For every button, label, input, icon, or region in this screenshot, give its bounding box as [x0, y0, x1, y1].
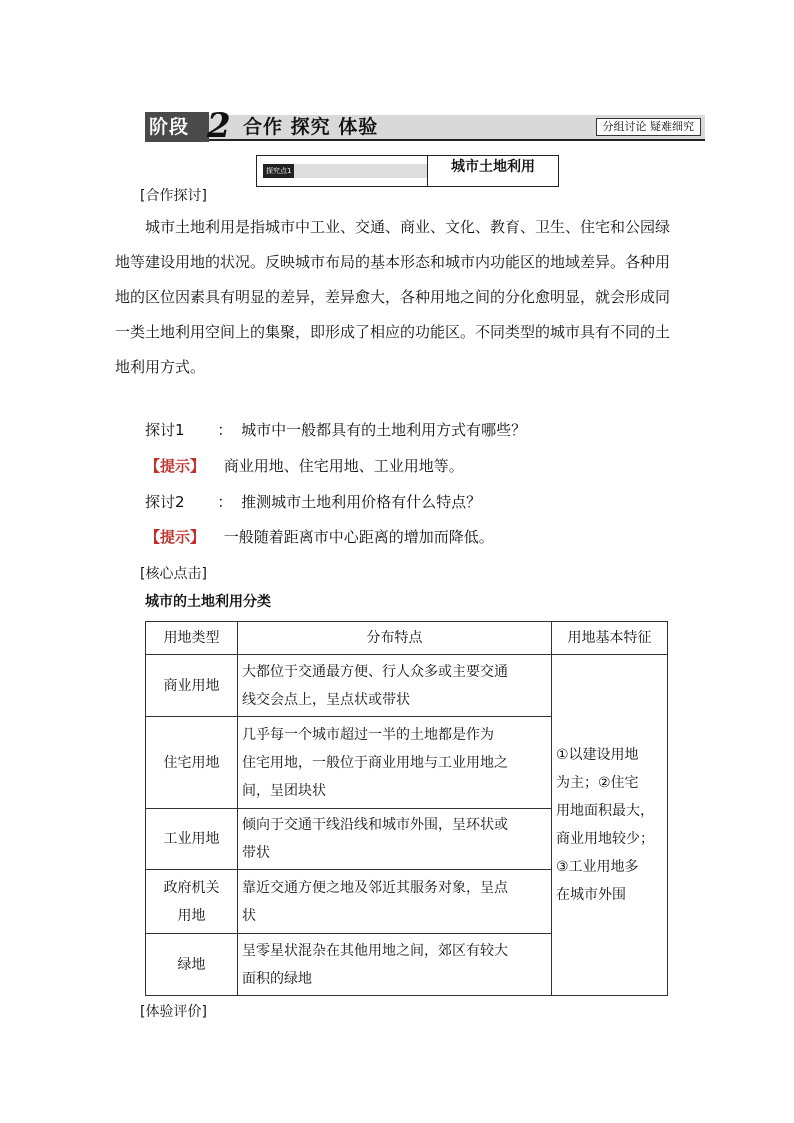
- distribution-line: 大都位于交通最方便、行人众多或主要交通: [242, 663, 508, 680]
- distribution-cell: [238, 655, 552, 717]
- section-eval: [体验评价]: [140, 1004, 207, 1020]
- land-type: 绿地: [146, 934, 238, 996]
- distribution-line: 线交会点上，呈点状或带状: [242, 691, 410, 708]
- land-type: [146, 870, 238, 934]
- feature-line: 用地面积最大，: [556, 803, 654, 819]
- land-type: 住宅用地: [146, 717, 238, 809]
- table-title: 城市的土地利用分类: [145, 594, 271, 610]
- explore-point-box: [256, 155, 559, 187]
- distribution-line: 靠近交通方便之地及邻近其服务对象，呈点: [242, 879, 508, 896]
- feature-line: 为主；②住宅: [556, 775, 639, 791]
- discussion-1: [145, 420, 526, 440]
- land-type: 商业用地: [146, 655, 238, 717]
- hint-1: [145, 456, 464, 476]
- stage-number: 2: [207, 106, 231, 146]
- stage-title: 合作 探究 体验: [243, 116, 379, 138]
- intro-paragraph: [115, 210, 705, 385]
- table-header: 用地基本特征: [552, 622, 668, 655]
- land-type: 工业用地: [146, 809, 238, 870]
- hint-text: 一般随着距离市中心距离的增加而降低。: [223, 528, 494, 546]
- hint-2: [145, 527, 494, 547]
- hint-text: 商业用地、住宅用地、工业用地等。: [223, 457, 464, 475]
- intro-line: 一类土地利用空间上的集聚，即形成了相应的功能区。不同类型的城市具有不同的土: [115, 323, 671, 341]
- stage-label: 阶段: [145, 112, 209, 142]
- explore-tag: 探究点1: [263, 164, 294, 178]
- land-use-table: [145, 621, 668, 996]
- intro-line: 城市土地利用是指城市中工业、交通、商业、文化、教育、卫生、住宅和公园绿: [145, 218, 671, 236]
- hint-label: 【提示】: [145, 457, 206, 475]
- stage-banner: [145, 106, 705, 146]
- feature-line: 商业用地较少；: [556, 831, 654, 847]
- distribution-line: 呈零星状混杂在其他用地之间，郊区有较大: [242, 942, 508, 959]
- distribution-line: 状: [242, 907, 256, 924]
- feature-line: ①以建设用地: [556, 747, 639, 763]
- discussion-2: [145, 492, 481, 512]
- discussion-sep: ：: [217, 493, 233, 511]
- intro-line: 地利用方式。: [115, 358, 206, 376]
- distribution-cell: [238, 870, 552, 934]
- distribution-line: 面积的绿地: [242, 970, 312, 987]
- distribution-line: 倾向于交通干线沿线和城市外围，呈环状或: [242, 817, 508, 833]
- table-row: [146, 655, 668, 717]
- hint-label: 【提示】: [145, 528, 206, 546]
- distribution-cell: [238, 934, 552, 996]
- distribution-line: 带状: [242, 845, 270, 861]
- table-header-row: [146, 622, 668, 655]
- explore-tag-bar: [263, 164, 427, 178]
- discussion-sep: ：: [217, 421, 233, 439]
- distribution-line: 几乎每一个城市超过一半的土地都是作为: [242, 726, 494, 743]
- section-core: [核心点击]: [140, 566, 207, 582]
- feature-line: 在城市外围: [556, 887, 626, 903]
- intro-line: 地的区位因素具有明显的差异，差异愈大，各种用地之间的分化愈明显，就会形成同: [115, 288, 671, 306]
- discussion-label: 探讨1: [145, 421, 185, 439]
- table-header: 用地类型: [146, 622, 238, 655]
- discussion-question: 推测城市土地利用价格有什么特点？: [241, 493, 482, 511]
- intro-line: 地等建设用地的状况。反映城市布局的基本形态和城市内功能区的地域差异。各种用: [115, 253, 671, 271]
- discussion-label: 探讨2: [145, 493, 185, 511]
- section-cooperate: [合作探讨]: [140, 188, 207, 204]
- table-header: 分布特点: [238, 622, 552, 655]
- discussion-question: 城市中一般都具有的土地利用方式有哪些？: [241, 421, 527, 439]
- basic-features-cell: [552, 655, 668, 996]
- feature-line: ③工业用地多: [556, 859, 639, 875]
- stage-right-tag: 分组讨论 疑难细究: [596, 118, 702, 136]
- distribution-cell: [238, 717, 552, 809]
- land-type-line: 政府机关: [163, 879, 220, 896]
- distribution-line: 间，呈团块状: [242, 782, 326, 799]
- land-type-line: 用地: [177, 907, 206, 924]
- distribution-line: 住宅用地，一般位于商业用地与工业用地之: [242, 754, 508, 771]
- distribution-cell: [238, 809, 552, 870]
- explore-title: 城市土地利用: [451, 159, 535, 175]
